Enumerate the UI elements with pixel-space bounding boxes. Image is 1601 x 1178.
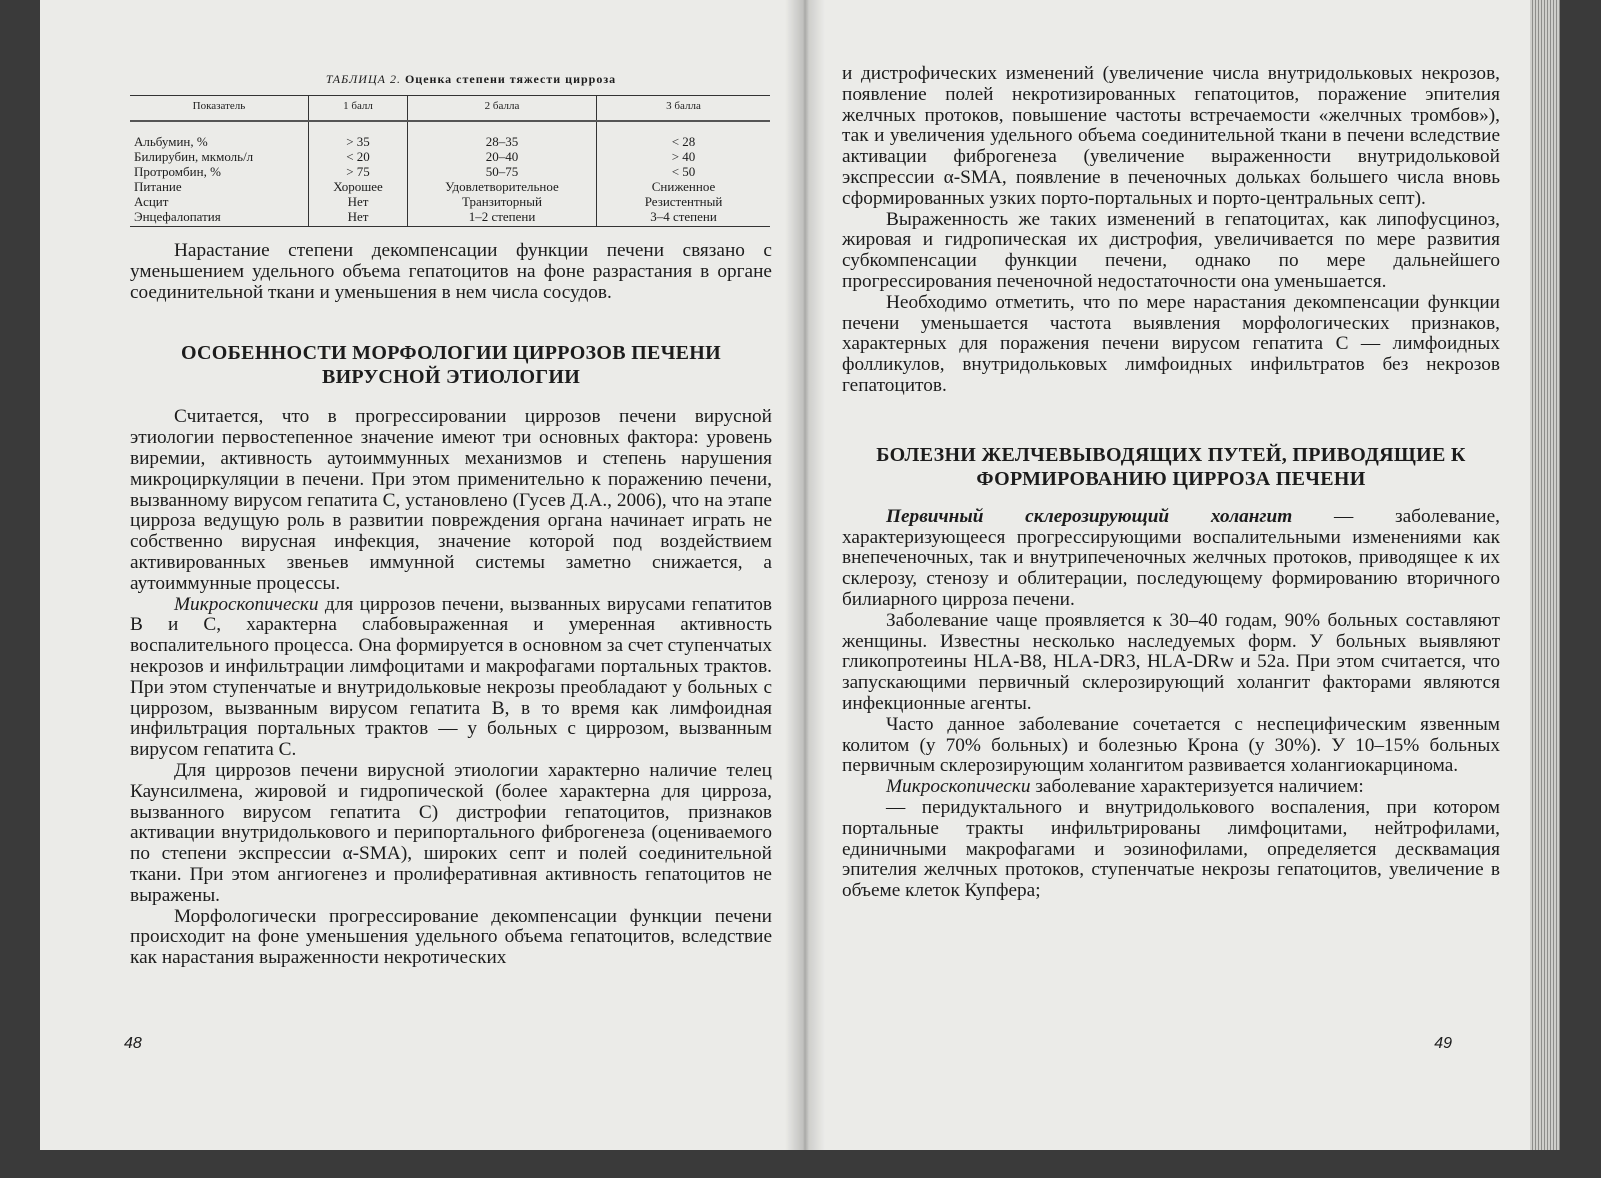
paragraph: Считается, что в прогрессировании циррозов печени вирусной этиологии первостепенное значение имеют три основных фактора: уровень виремии, активность аутоиммунных механизмов и степень нарушения микроциркуляции в печени. При этом применительно к поражению печени, вызванному вирусом гепатита С, установлено (Гусев Д.А., 2006), что на этапе цирроза ведущую роль в развитии повреждения органа начинает играть не собственно вирусная инфекция, значение которой под воздействием активированных звеньев иммунной системы заметно снижается, а аутоиммунные процессы.	[130, 406, 772, 594]
page-number: 49	[1434, 1035, 1452, 1052]
table-cell: > 40	[671, 149, 696, 164]
table-cell: > 35	[309, 121, 408, 149]
table-row	[130, 149, 770, 164]
table-header-row	[130, 96, 770, 122]
table-cell: Транзиторный	[408, 194, 597, 209]
table-cell: Резистентный	[644, 194, 723, 209]
paragraph: Нарастание степени декомпенсации функции печени связано с уменьшением удельного объема гепатоцитов на фоне разрастания в органе соединительной ткани и уменьшения в нем числа сосудов.	[130, 240, 772, 303]
page-edges	[1530, 0, 1560, 1150]
table-caption	[170, 72, 772, 87]
open-book	[40, 0, 1560, 1150]
paragraph	[130, 595, 772, 761]
table-cell: > 75	[309, 164, 408, 179]
table-row	[130, 164, 770, 179]
table-cell: 1–2 степени	[408, 209, 597, 227]
paragraph-lead: Микроскопически	[886, 776, 1031, 798]
table-row	[130, 209, 770, 227]
table-row	[130, 194, 770, 209]
table-cell: 20–40	[408, 149, 597, 164]
paragraph: Морфологически прогрессирование декомпенсации функции печени происходит на фоне уменьшения удельного объема гепатоцитов, вследствие как нарастания выраженности некротических	[130, 905, 772, 969]
table-cell: < 20	[309, 149, 408, 164]
table-caption-label: ТАБЛИЦА 2.	[325, 72, 401, 86]
table-cell: 3–4 степени	[597, 209, 771, 227]
right-page	[800, 0, 1560, 1150]
paragraph	[842, 777, 1500, 798]
table-cell: Хорошее	[309, 179, 408, 194]
table-cell: < 50	[671, 164, 696, 179]
severity-table	[130, 95, 770, 227]
table-caption-title: Оценка степени тяжести цирроза	[404, 72, 617, 86]
table-cell: 50–75	[408, 164, 597, 179]
paragraph-body: для циррозов печени, вызванных вирусами гепатитов В и С, характерна слабовыраженная и умеренная активность воспалительного процесса. Она формируется в основном за счет ступенчатых некрозов и инфильтрации лимфоцитами и макрофагами портальных трактов. При этом ступенчатые и внутридольковые некрозы преобладают у больных с циррозом, вызванным вирусом гепатита В, в то время как лимфоидная инфильтрация портальных трактов — у больных с циррозом, вызванным вирусом гепатита С.	[130, 593, 772, 761]
table-header: 1 балл	[309, 96, 408, 122]
table-cell: Нет	[309, 209, 408, 227]
table-row	[130, 121, 770, 149]
book-gutter	[785, 0, 825, 1150]
paragraph	[842, 507, 1500, 611]
table-cell: Сниженное	[651, 179, 716, 194]
table-cell: Альбумин, %	[130, 121, 309, 149]
table-header: 2 балла	[408, 96, 597, 122]
paragraph: Необходимо отметить, что по мере нарастания декомпенсации функции печени уменьшается частота выявления морфологических признаков, характерных для поражения печени вирусом гепатита С — лимфоидных фолликулов, внутридольковых лимфоидных инфильтратов без некрозов гепатоцитов.	[842, 291, 1500, 396]
section-heading: ОСОБЕННОСТИ МОРФОЛОГИИ ЦИРРОЗОВ ПЕЧЕНИ ВИРУСНОЙ ЭТИОЛОГИИ	[180, 342, 722, 389]
paragraph-body: заболевание характеризуется наличием:	[1030, 776, 1364, 798]
table-cell: 28–35	[408, 121, 597, 149]
table-cell: Билирубин, мкмоль/л	[130, 149, 309, 164]
table-cell: Питание	[130, 179, 309, 194]
paragraph-body: — заболевание, характеризующееся прогрессирующими воспалительными изменениями как внепеченочных, так и внутрипеченочных желчных протоков, приводящее к их склерозу, стенозу и облитерации, последующему формированию вторичного билиарного цирроза печени.	[842, 505, 1500, 610]
table-cell: < 28	[671, 134, 696, 149]
section-heading: БОЛЕЗНИ ЖЕЛЧЕВЫВОДЯЩИХ ПУТЕЙ, ПРИВОДЯЩИЕ К ФОРМИРОВАНИЮ ЦИРРОЗА ПЕЧЕНИ	[876, 443, 1466, 490]
table-cell: Протромбин, %	[130, 164, 309, 179]
paragraph: Для циррозов печени вирусной этиологии характерно наличие телец Каунсилмена, жировой и гидропической (более характерна для цирроза, вызванного вирусом гепатита С) дистрофии гепатоцитов, признаков активации внутридолькового и перипортального фиброгенеза (оцениваемого по степени экспрессии α-SMA), широких септ и полей соединительной ткани. При этом ангиогенез и пролиферативная активность гепатоцитов не выражены.	[130, 759, 772, 906]
paragraph: и дистрофических изменений (увеличение числа внутридольковых некрозов, появление полей некротизированных гепатоцитов, поражение эпителия желчных протоков, повышение частоты встречаемости «желчных тромбов»), так и увеличения удельного объема соединительной ткани в печени вследствие активации фиброгенеза (увеличение выраженности внутридольковой экспрессии α-SMA, появление в печеночных дольках большего числа вновь сформированных узких порто-портальных и порто-центральных септ).	[842, 63, 1500, 209]
table-cell: Асцит	[130, 194, 309, 209]
table-header: Показатель	[130, 96, 309, 122]
table-header: 3 балла	[597, 96, 771, 122]
table-cell: Энцефалопатия	[130, 209, 309, 227]
table-cell: Нет	[309, 194, 408, 209]
paragraph: Часто данное заболевание сочетается с неспецифическим язвенным колитом (у 70% больных) и болезнью Крона (у 30%). У 10–15% больных первичным склерозирующим холангитом развивается холангиокарцинома.	[842, 713, 1500, 777]
table-row	[130, 179, 770, 194]
page-number: 48	[124, 1035, 142, 1052]
paragraph: — перидуктального и внутридолькового воспаления, при котором портальные тракты инфильтрированы лимфоцитами, нейтрофилами, единичными макрофагами и эозинофилами, определяется десквамация эпителия желчных протоков, ступенчатые некрозы гепатоцитов, увеличение в объеме клеток Купфера;	[842, 796, 1500, 902]
table-cell: Удовлетворительное	[408, 179, 597, 194]
left-page	[40, 0, 800, 1150]
paragraph: Заболевание чаще проявляется к 30–40 годам, 90% больных составляют женщины. Известны несколько наследуемых форм. У больных выявляют гликопротеины HLA-B8, HLA-DR3, HLA-DRw и 52а. При этом считается, что запускающими первичный склерозирующий холангит факторами являются инфекционные агенты.	[842, 609, 1500, 714]
paragraph-lead: Микроскопически	[174, 593, 319, 615]
term-lead: Первичный склерозирующий холангит	[886, 505, 1293, 527]
paragraph: Выраженность же таких изменений в гепатоцитах, как липофусциноз, жировая и гидропическая их дистрофия, увеличивается по мере развития субкомпенсации функции печени, однако по мере дальнейшего прогрессирования печеночной недостаточности она уменьшается.	[842, 208, 1500, 292]
